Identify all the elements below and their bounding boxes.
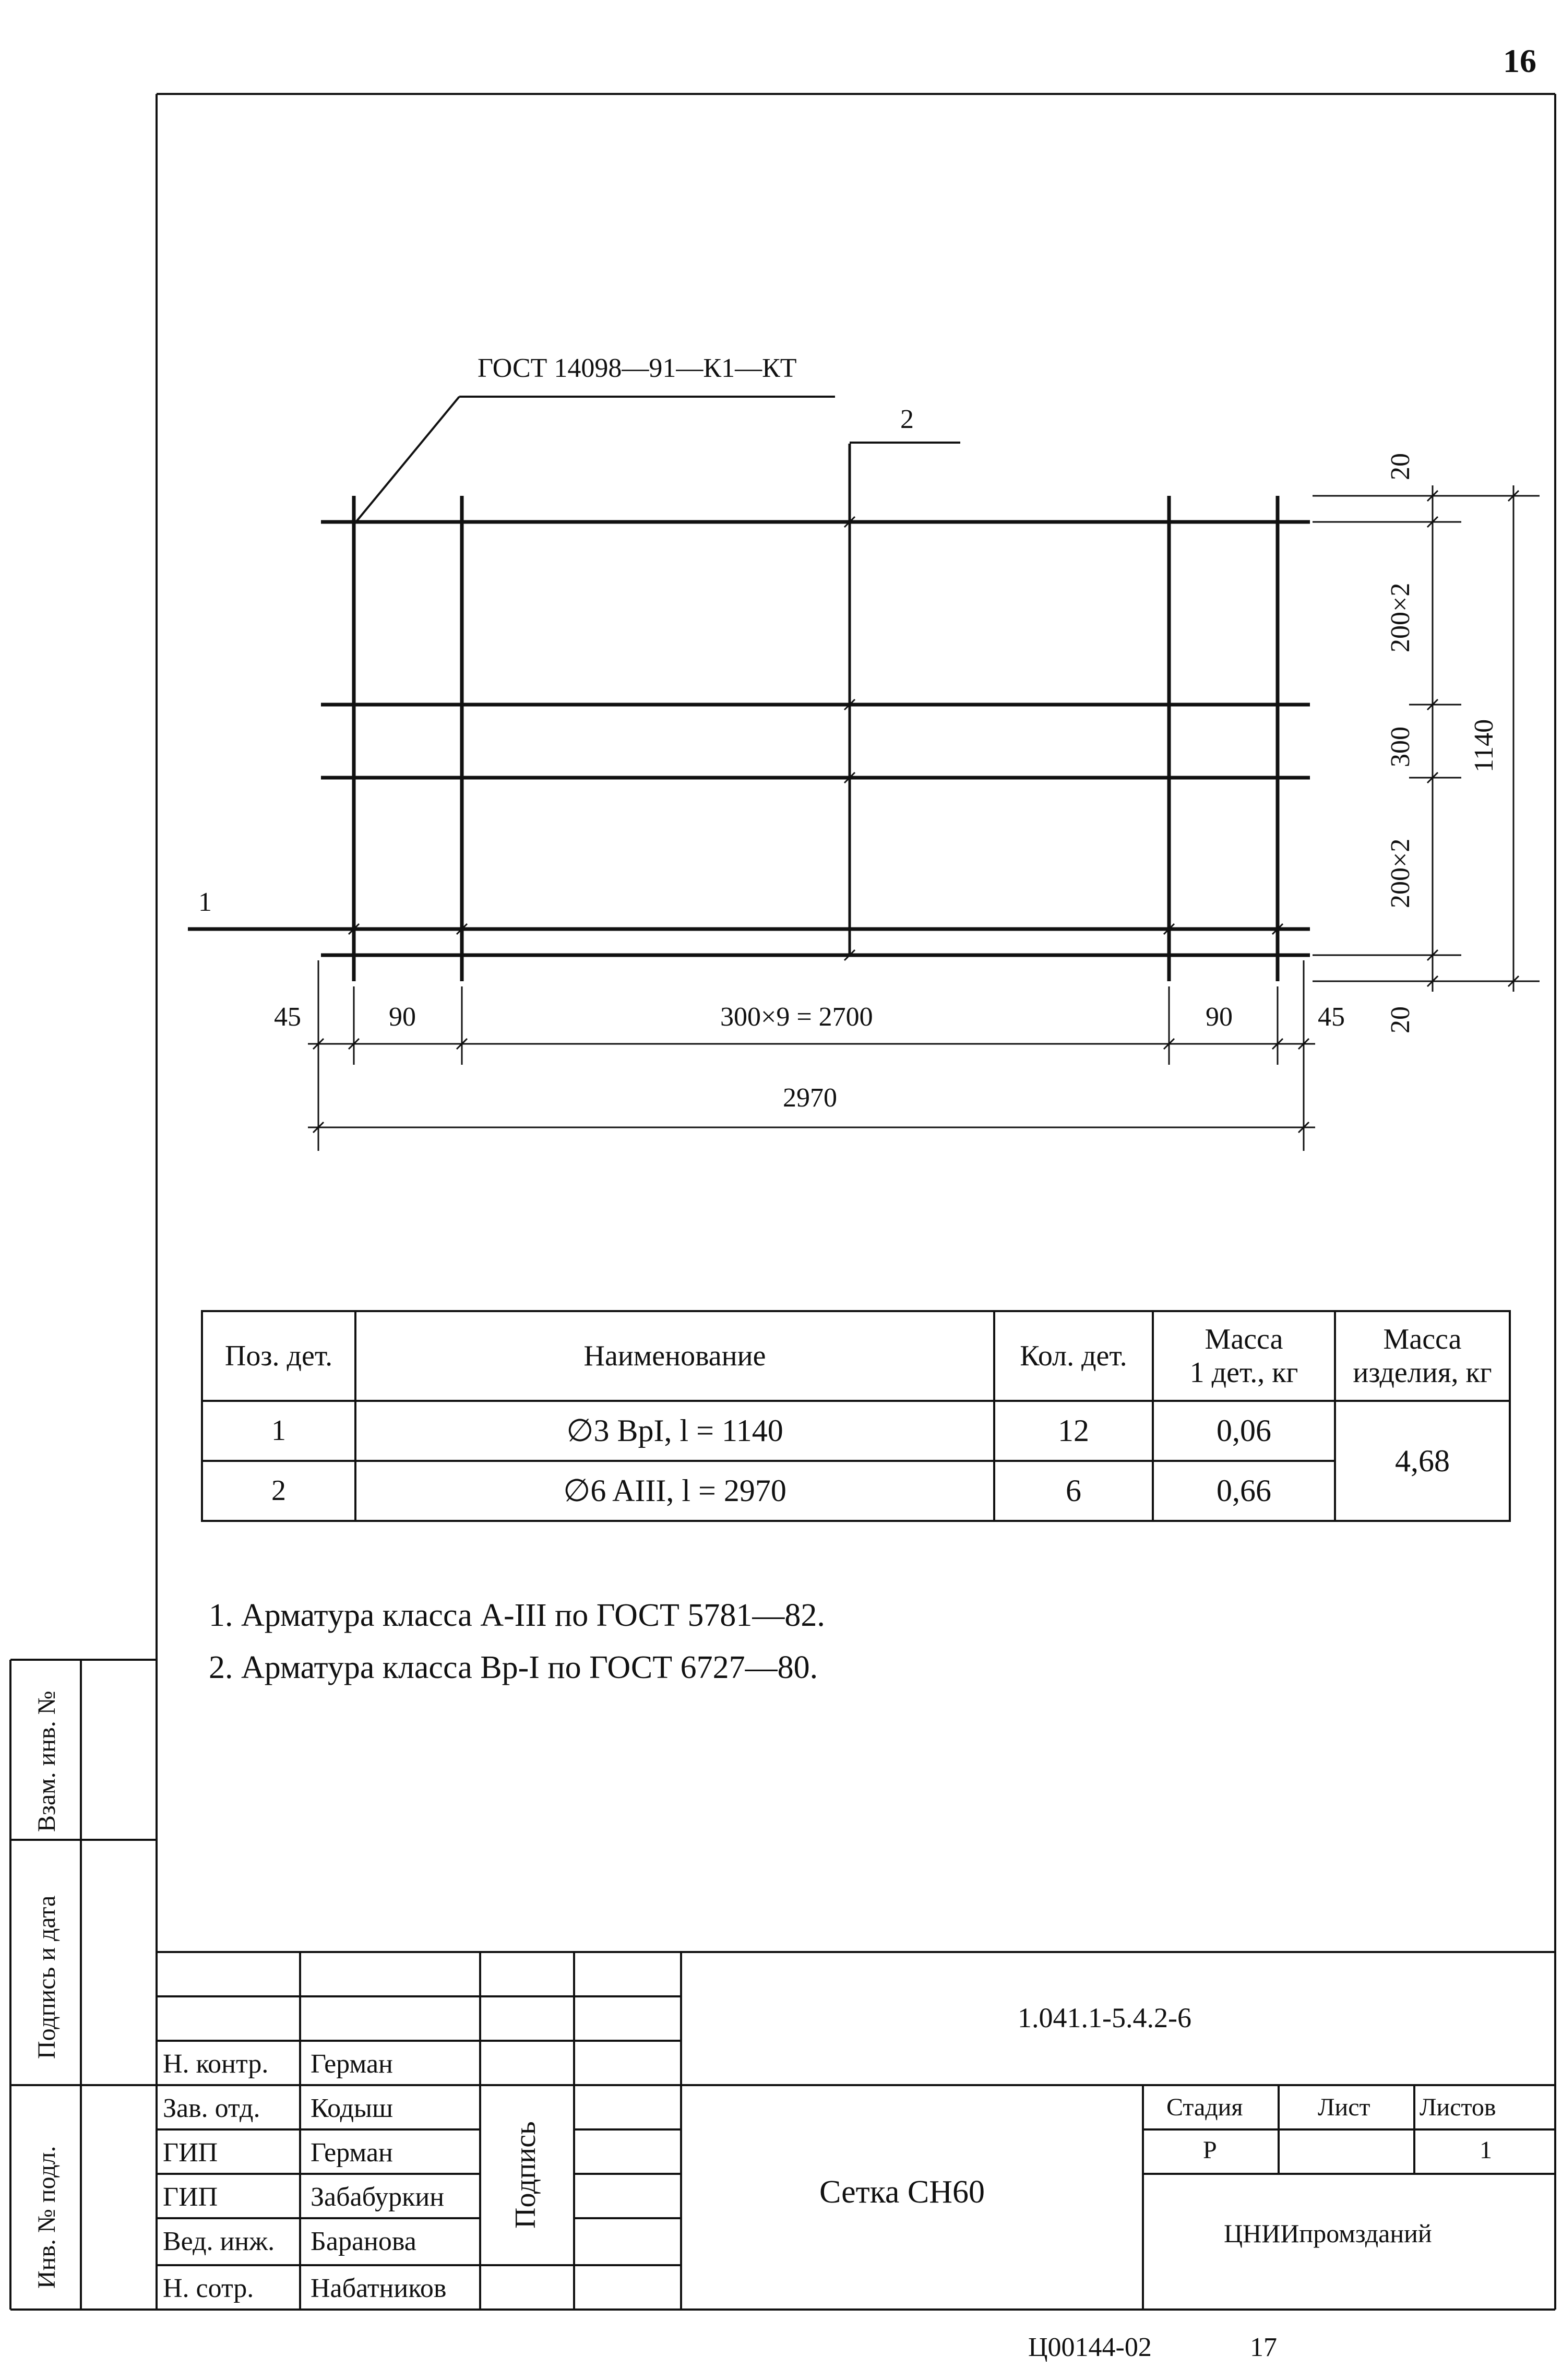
header-qty: Кол. дет. <box>994 1311 1153 1401</box>
dim-bottom-0: 45 <box>274 1002 301 1032</box>
name-5: Баранова <box>311 2227 416 2256</box>
sheets-header: Листов <box>1420 2093 1496 2121</box>
page-frame <box>10 94 1555 2310</box>
header-mass-unit: Масса 1 дет., кг <box>1153 1311 1335 1401</box>
row1-mass: 0,06 <box>1153 1401 1335 1461</box>
stage-header: Стадия <box>1166 2093 1243 2121</box>
page-number: 16 <box>1503 42 1536 79</box>
dim-right-4: 20 <box>1386 1006 1415 1033</box>
row2-qty: 6 <box>994 1461 1153 1521</box>
header-name: Наименование <box>355 1311 994 1401</box>
row2-mass: 0,66 <box>1153 1461 1335 1521</box>
row2-name: ∅6 AIII, l = 2970 <box>355 1461 994 1521</box>
stage-value: Р <box>1203 2136 1217 2164</box>
footer-sheet: 17 <box>1250 2333 1277 2362</box>
name-2: Кодыш <box>311 2093 394 2123</box>
row1-pos: 1 <box>202 1401 355 1461</box>
specification-table <box>201 1310 1511 1522</box>
dim-right-3: 200×2 <box>1386 838 1415 908</box>
organization: ЦНИИпромзданий <box>1224 2219 1432 2248</box>
callout-2: 2 <box>900 404 914 434</box>
role-2: Зав. отд. <box>163 2093 260 2123</box>
row1-name: ∅3 BpI, l = 1140 <box>355 1401 994 1461</box>
name-1: Герман <box>311 2049 393 2079</box>
gost-leader <box>356 397 835 522</box>
side-vzam-label: Взам. инв. № <box>33 1691 61 1832</box>
dim-right-2: 300 <box>1386 727 1415 767</box>
side-podpis-data-label: Подпись и дата <box>33 1895 61 2059</box>
role-1: Н. контр. <box>163 2049 269 2079</box>
doc-code: 1.041.1-5.4.2-6 <box>1018 2002 1191 2033</box>
role-4: ГИП <box>163 2182 218 2212</box>
callout-1: 1 <box>198 887 212 917</box>
total-mass: 4,68 <box>1335 1401 1510 1521</box>
name-6: Набатников <box>311 2274 447 2303</box>
longitudinal-bars <box>188 522 1310 955</box>
header-mass-total: Масса изделия, кг <box>1335 1311 1510 1401</box>
side-inv-podl-label: Инв. № подл. <box>33 2146 61 2289</box>
note-1: 1. Арматура класса А-III по ГОСТ 5781—82. <box>209 1598 825 1633</box>
bottom-dimension-lines <box>308 960 1315 1151</box>
role-3: ГИП <box>163 2138 218 2168</box>
header-pos: Поз. дет. <box>202 1311 355 1401</box>
sheets-value: 1 <box>1480 2136 1492 2164</box>
dim-total-width: 2970 <box>783 1083 837 1113</box>
dim-right-0: 20 <box>1386 453 1415 480</box>
role-5: Вед. инж. <box>163 2227 275 2256</box>
dim-bottom-2: 300×9 = 2700 <box>720 1002 873 1032</box>
footer-code: Ц00144-02 <box>1028 2333 1152 2362</box>
transverse-bars <box>354 496 1278 981</box>
dim-bottom-4: 45 <box>1318 1002 1345 1032</box>
gost-label: ГОСТ 14098—91—К1—КТ <box>478 353 797 383</box>
table-row <box>202 1461 1510 1521</box>
dim-bottom-3: 90 <box>1206 1002 1233 1032</box>
weld-ticks <box>349 517 1283 960</box>
dim-right-1: 200×2 <box>1386 582 1415 652</box>
sheet-header: Лист <box>1318 2093 1370 2121</box>
drawing-title: Сетка СН60 <box>819 2174 985 2210</box>
table-row <box>202 1401 1510 1461</box>
right-dimension-lines <box>1313 485 1540 992</box>
dim-total-height: 1140 <box>1469 719 1499 772</box>
row2-pos: 2 <box>202 1461 355 1521</box>
row1-qty: 12 <box>994 1401 1153 1461</box>
notes <box>209 1589 825 1694</box>
role-6: Н. сотр. <box>163 2274 254 2303</box>
signature-label: Подпись <box>509 2121 542 2229</box>
name-4: Забабуркин <box>311 2182 445 2212</box>
name-3: Герман <box>311 2138 393 2168</box>
dim-bottom-1: 90 <box>389 1002 416 1032</box>
note-2: 2. Арматура класса Вр-I по ГОСТ 6727—80. <box>209 1650 818 1685</box>
